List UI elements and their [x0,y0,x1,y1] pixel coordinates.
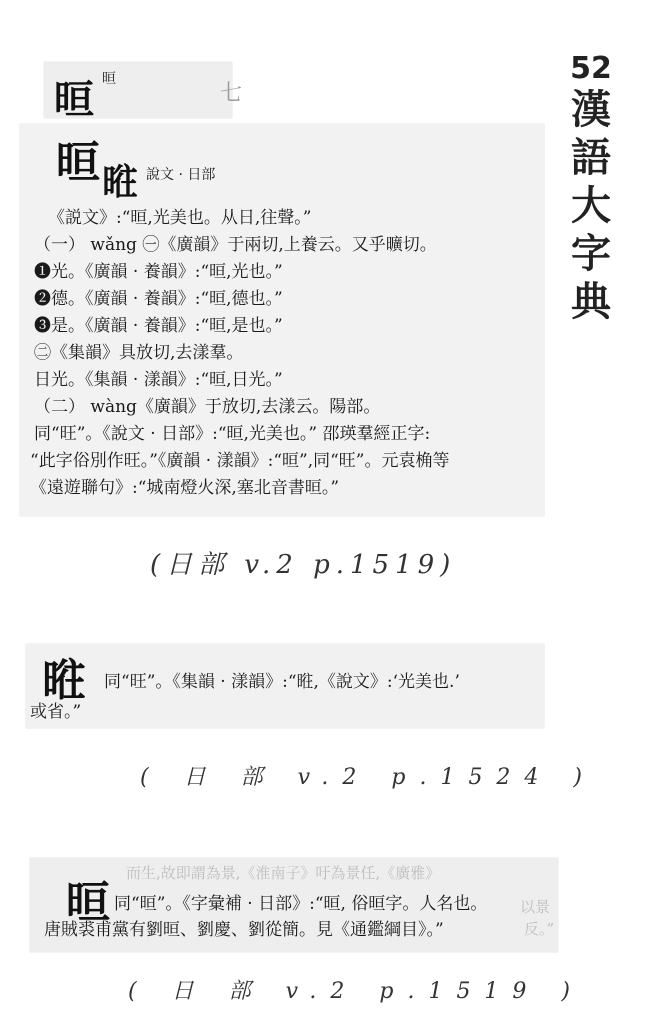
entry1-line: ❷德。《廣韻 · 養韻》:“晅,德也。” [34,289,283,309]
entry3-line1: 同“晅”。《字彙補 · 日部》:“晅, 俗晅字。人名也。 [114,894,488,914]
entry1-top-slip [44,62,243,123]
entry1-body [30,208,542,508]
entry2-reference: ( 日 部 v.2 p.1524 ) [140,765,597,790]
entry1-line: 同“旺”。《說文 · 日部》:“晅,光美也。” 邵瑛羣經正字: [34,424,431,444]
entry1-head-char: 晅 [56,137,100,188]
entry3-slip [30,858,558,952]
entry1-reference: (日部 v.2 p.1519) [150,550,457,580]
entry1-line: ❸是。《廣韻 · 養韻》:“晅,是也。” [34,316,283,336]
entry1-line: “此字俗別作旺。”《廣韻 · 漾韻》:“晅”,同“旺”。元袁桷等 [30,451,450,471]
book-title-char: 語 [571,134,611,181]
entry1-line: （二） wàng《廣韻》于放切,去漾云。陽部。 [34,397,381,417]
entry3-line2: 唐賊裘甫黨有劉晅、劉慶、劉從簡。見《通鑑綱目》。” [44,920,444,940]
entry2-line1: 同“旺”。《集韻 · 漾韻》:“暀,《說文》:‘光美也.’ [104,672,460,692]
entry1-line: 《遠遊聯句》:“城南燈火深,塞北音書晅。” [30,478,340,498]
entry3-reference: ( 日 部 v.2 p.1519 ) [128,979,585,1004]
entry2-head-char: 暀 [42,655,86,706]
entry3-bg-text-2: 以景 [520,898,551,916]
entry1-line: （一） wǎng ㊀《廣韻》于兩切,上養云。又乎曠切。 [34,235,437,255]
entry1-source-label: 說文 · 日部 [146,167,216,183]
entry2-slip [26,644,544,728]
entry1-slip [20,124,544,516]
entry3-bg-text-3: 反。” [524,920,555,938]
book-title-char: 典 [571,278,611,325]
entry1-line: 日光。《集韻 · 漾韻》:“晅,日光。” [34,370,283,390]
entry1-line: 《説文》:“晅,光美也。从日,往聲。” [48,208,312,228]
entry1-line: ㊁《集韻》具放切,去漾羣。 [34,343,244,363]
book-title-number: 52 [570,51,612,86]
entry1-variant-char: 暀 [102,161,139,203]
book-title [566,52,616,326]
book-title-char: 字 [571,230,611,277]
book-title-char: 大 [571,182,611,229]
entry2-line2: 或省。” [30,702,82,722]
book-title-char: 漢 [571,86,611,133]
entry1-top-head-char: 晅 [54,76,94,123]
entry1-top-small-char: 晅 [102,71,116,87]
entry3-bg-text-1: 而生,故即謂為景,《淮南子》吁為景任,《廣雅》 [126,864,441,882]
entry3-head-char: 晅 [66,877,110,928]
entry1-top-ghost-char: 七 [220,81,243,106]
entry1-line: ❶光。《廣韻 · 養韻》:“晅,光也。” [34,262,283,282]
